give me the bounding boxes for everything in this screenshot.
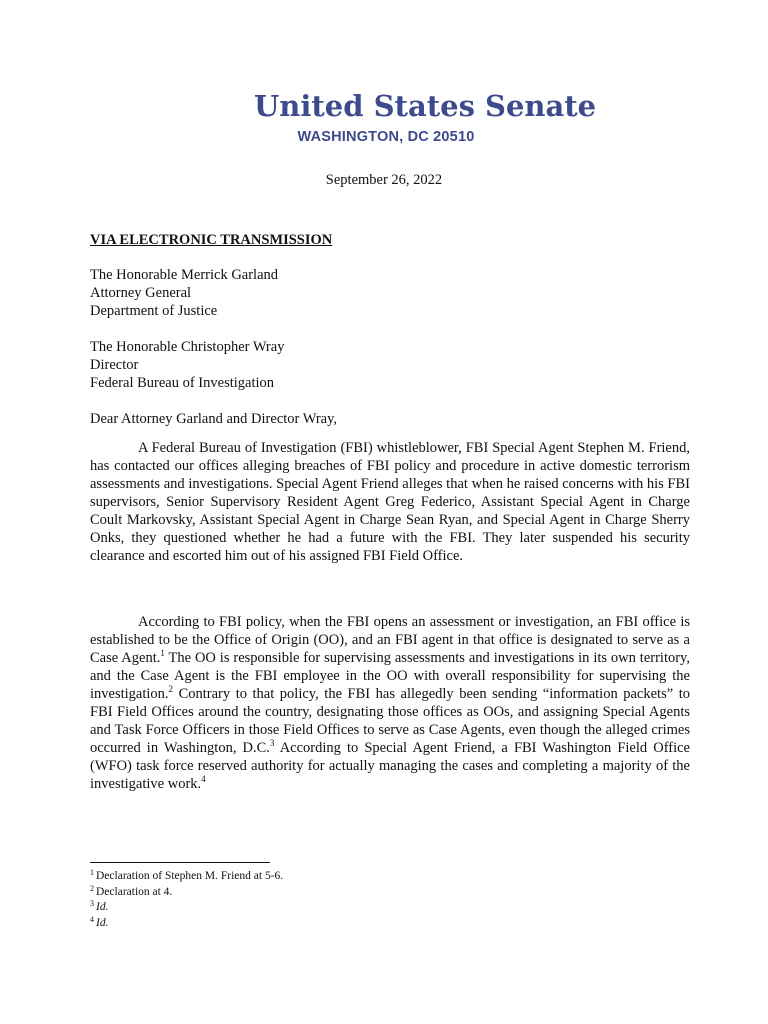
recipient-name: The Honorable Christopher Wray bbox=[90, 339, 285, 355]
senate-address: WASHINGTON, DC 20510 bbox=[297, 129, 475, 145]
recipient-address-garland bbox=[90, 266, 690, 320]
letterhead bbox=[254, 88, 597, 146]
footnote-number: 3 bbox=[90, 899, 94, 908]
recipient-org: Federal Bureau of Investigation bbox=[90, 375, 275, 391]
footnote-number: 1 bbox=[90, 868, 94, 877]
recipient-address-wray bbox=[90, 338, 690, 392]
footnote-text: Declaration at 4. bbox=[96, 885, 173, 898]
senate-name: United States Senate bbox=[254, 89, 597, 123]
recipient-title: Director bbox=[90, 357, 139, 373]
transmission-heading: VIA ELECTRONIC TRANSMISSION bbox=[90, 232, 333, 248]
footnote-ref: 1 bbox=[160, 648, 165, 658]
paragraph-text: According to Special Agent Friend, a FBI Washington Field Office (WFO) task force reserved authority for actually managing the cases and completing a majority of the investigative work. bbox=[90, 740, 690, 792]
salutation: Dear Attorney Garland and Director Wray, bbox=[90, 411, 338, 427]
footnote-text: Declaration of Stephen M. Friend at 5-6. bbox=[96, 870, 284, 882]
paragraph-text: According to FBI policy, when the FBI opens an assessment or investigation, an FBI office is established to be the Office of Origin (OO), and an FBI agent in that office is designated to serve as a Case Agent. bbox=[90, 614, 690, 666]
paragraph-text: The OO is responsible for supervising assessments and investigations in its own territory, and the Case Agent is the FBI employee in the OO with overall responsibility for supervising the investigation. bbox=[90, 650, 690, 702]
footnote-3 bbox=[90, 900, 490, 916]
footnote-number: 2 bbox=[90, 883, 94, 893]
body-paragraph-1: A Federal Bureau of Investigation (FBI) whistleblower, FBI Special Agent Stephen M. Friend, has contacted our offices alleging breaches of FBI policy and procedure in active domestic terrorism assessments and investigations. Special Agent Friend alleges that when he raised concerns with his FBI supervisors, Senior Supervisory Resident Agent Greg Federico, Assistant Special Agent in Charge Coult Markovsky, Assistant Special Agent in Charge Sean Ryan, and Special Agent in Charge Sherry Onks, they questioned whether he had a future with the FBI. They later suspended his security clearance and escorted him out of his assigned FBI Field Office. bbox=[90, 440, 690, 564]
paragraph-text: Contrary to that policy, the FBI has allegedly been sending “information packets” to FBI Field Offices around the country, designating those offices as OOs, and assigning Special Agents and Task Force Officers in those Field Offices to serve as Case Agents, even though the alleged crimes occurred in Washington, D.C. bbox=[90, 686, 690, 756]
footnote-1 bbox=[90, 869, 490, 885]
footnote-2 bbox=[90, 885, 490, 901]
recipient-title: Attorney General bbox=[90, 285, 192, 301]
body-paragraph-2 bbox=[90, 613, 690, 793]
footnote-text: Id. bbox=[96, 901, 109, 913]
footnote-4 bbox=[90, 916, 490, 932]
footnote-divider bbox=[90, 862, 270, 863]
recipient-name: The Honorable Merrick Garland bbox=[90, 267, 279, 283]
footnote-ref: 4 bbox=[201, 774, 206, 784]
footnote-number: 4 bbox=[90, 914, 94, 924]
footnote-text: Id. bbox=[96, 916, 109, 929]
recipient-org: Department of Justice bbox=[90, 303, 218, 319]
footnote-ref: 2 bbox=[168, 684, 174, 694]
footnote-ref: 3 bbox=[269, 738, 275, 748]
footnotes bbox=[90, 869, 490, 931]
letter-date: September 26, 2022 bbox=[325, 172, 443, 188]
